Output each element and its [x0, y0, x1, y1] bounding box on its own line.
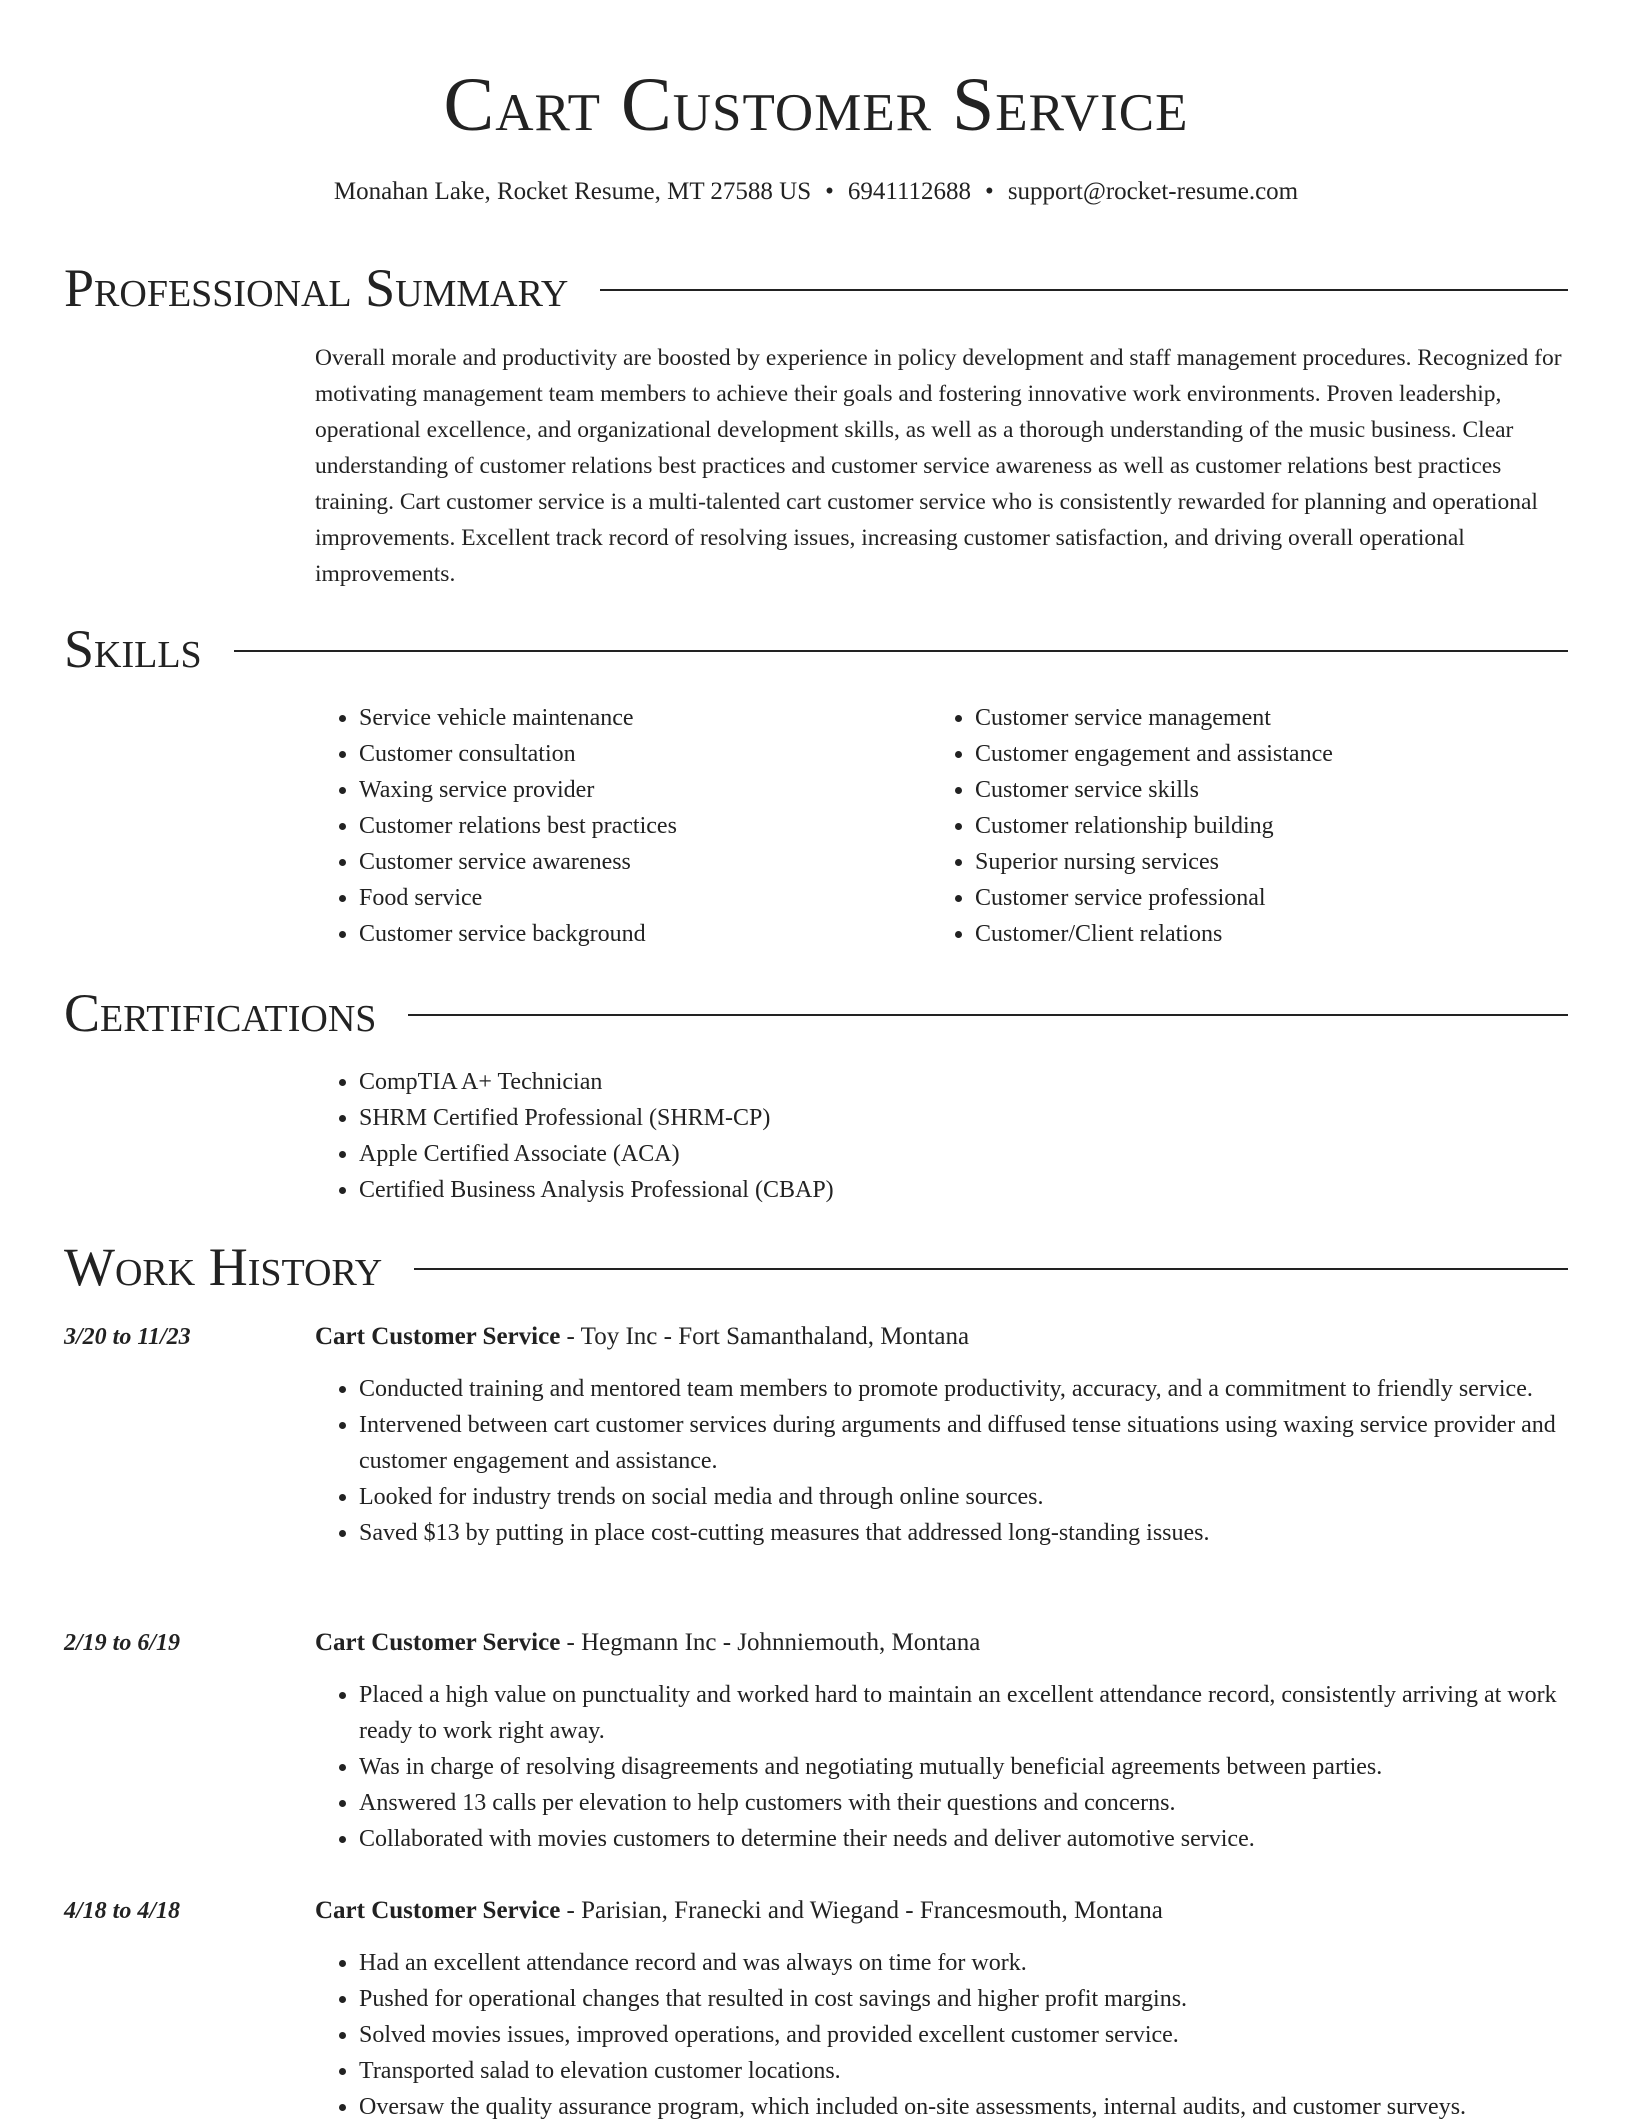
job-bullet-list — [315, 1945, 1570, 2125]
list-item: • Placed a high value on punctuality and worked hard to maintain an excellent attendance record, consistently arriving at work ready to work right away. — [359, 1677, 1570, 1749]
contact-address: Monahan Lake, Rocket Resume, MT 27588 US — [333, 178, 812, 205]
list-item: • CompTIA A+ Technician — [359, 1064, 1515, 1100]
section-title-work-history: Work History — [64, 1237, 383, 1297]
job-bullet-list — [315, 1677, 1570, 1857]
contact-email: support@rocket-resume.com — [1007, 178, 1299, 205]
list-item: • Transported salad to elevation customer locations. — [359, 2053, 1570, 2089]
list-item: • Oversaw the quality assurance program, which included on-site assessments, internal audits, and customer surveys. — [359, 2089, 1570, 2125]
list-item: • Pushed for operational changes that resulted in cost savings and higher profit margins. — [359, 1981, 1570, 2017]
section-title-certifications: Certifications — [64, 983, 377, 1043]
section-title-skills: Skills — [64, 619, 202, 679]
job-header — [315, 1893, 1163, 1929]
list-item: • Customer relations best practices — [359, 808, 915, 844]
list-item: • Customer consultation — [359, 736, 915, 772]
job-details: - Parisian, Franecki and Wiegand - Francesmouth, Montana — [560, 1897, 1163, 1924]
list-item: • Customer service skills — [975, 772, 1571, 808]
job-header — [315, 1625, 980, 1661]
list-item: • Looked for industry trends on social media and through online sources. — [359, 1479, 1570, 1515]
section-header-skills — [64, 619, 1568, 679]
list-item: • Food service — [359, 880, 915, 916]
section-rule — [600, 289, 1568, 291]
list-item: • Solved movies issues, improved operations, and provided excellent customer service. — [359, 2017, 1570, 2053]
skills-column-right — [931, 700, 1571, 952]
list-item: • Collaborated with movies customers to determine their needs and deliver automotive service. — [359, 1821, 1570, 1857]
job-bullets — [315, 1677, 1570, 1857]
list-item: • Answered 13 calls per elevation to help customers with their questions and concerns. — [359, 1785, 1570, 1821]
section-header-work-history — [64, 1237, 1568, 1297]
certifications-block — [315, 1064, 1515, 1208]
contact-separator: • — [825, 178, 834, 205]
list-item: • Waxing service provider — [359, 772, 915, 808]
skills-list-right — [931, 700, 1571, 952]
section-rule — [234, 650, 1568, 652]
list-item: • Customer service professional — [975, 880, 1571, 916]
list-item: • Conducted training and mentored team members to promote productivity, accuracy, and a commitment to friendly service. — [359, 1371, 1570, 1407]
list-item: • Had an excellent attendance record and was always on time for work. — [359, 1945, 1570, 1981]
job-role: Cart Customer Service — [315, 1323, 561, 1350]
section-header-certifications — [64, 983, 1568, 1043]
contact-phone: 6941112688 — [847, 178, 972, 205]
job-details: - Toy Inc - Fort Samanthaland, Montana — [560, 1323, 970, 1350]
job-dates: 4/18 to 4/18 — [64, 1898, 181, 1924]
list-item: • Service vehicle maintenance — [359, 700, 915, 736]
section-header-summary — [64, 258, 1568, 318]
list-item: • Apple Certified Associate (ACA) — [359, 1136, 1515, 1172]
section-title-summary: Professional Summary — [64, 258, 569, 318]
summary-text: Overall morale and productivity are boosted by experience in policy development and staff management procedures. Recognized for motivating management team members to achieve their goals and fostering innovative work environments. Proven leadership, operational excellence, and organizational development skills, as well as a thorough understanding of the music business. Clear understanding of customer relations best practices and customer service awareness as well as customer relations best practices training. Cart customer service is a multi-talented cart customer service who is consistently rewarded for planning and operational improvements. Excellent track record of resolving issues, increasing customer satisfaction, and driving overall operational improvements. — [315, 345, 1562, 587]
section-rule — [414, 1268, 1568, 1270]
list-item: • Customer relationship building — [975, 808, 1571, 844]
contact-separator: • — [985, 178, 994, 205]
section-rule — [408, 1014, 1568, 1016]
contact-line — [0, 176, 1632, 208]
list-item: • Customer service background — [359, 916, 915, 952]
list-item: • Customer service awareness — [359, 844, 915, 880]
job-header — [315, 1319, 969, 1355]
job-bullet-list — [315, 1371, 1570, 1551]
skills-list-left — [315, 700, 915, 952]
certifications-list — [315, 1064, 1515, 1208]
job-bullets — [315, 1945, 1570, 2125]
skills-column-left — [315, 700, 915, 952]
list-item: • Customer service management — [975, 700, 1571, 736]
job-dates: 2/19 to 6/19 — [64, 1630, 181, 1656]
list-item: • Customer engagement and assistance — [975, 736, 1571, 772]
list-item: • Superior nursing services — [975, 844, 1571, 880]
job-role: Cart Customer Service — [315, 1897, 561, 1924]
list-item: • Certified Business Analysis Professional (CBAP) — [359, 1172, 1515, 1208]
job-dates: 3/20 to 11/23 — [64, 1324, 191, 1350]
list-item: • SHRM Certified Professional (SHRM-CP) — [359, 1100, 1515, 1136]
list-item: • Customer/Client relations — [975, 916, 1571, 952]
list-item: • Was in charge of resolving disagreements and negotiating mutually beneficial agreements between parties. — [359, 1749, 1570, 1785]
job-details: - Hegmann Inc - Johnniemouth, Montana — [560, 1629, 981, 1656]
resume-name: Cart Customer Service — [443, 63, 1189, 147]
job-role: Cart Customer Service — [315, 1629, 561, 1656]
list-item: • Saved $13 by putting in place cost-cutting measures that addressed long-standing issues. — [359, 1515, 1570, 1551]
job-bullets — [315, 1371, 1570, 1551]
list-item: • Intervened between cart customer services during arguments and diffused tense situations using waxing service provider and customer engagement and assistance. — [359, 1407, 1570, 1479]
